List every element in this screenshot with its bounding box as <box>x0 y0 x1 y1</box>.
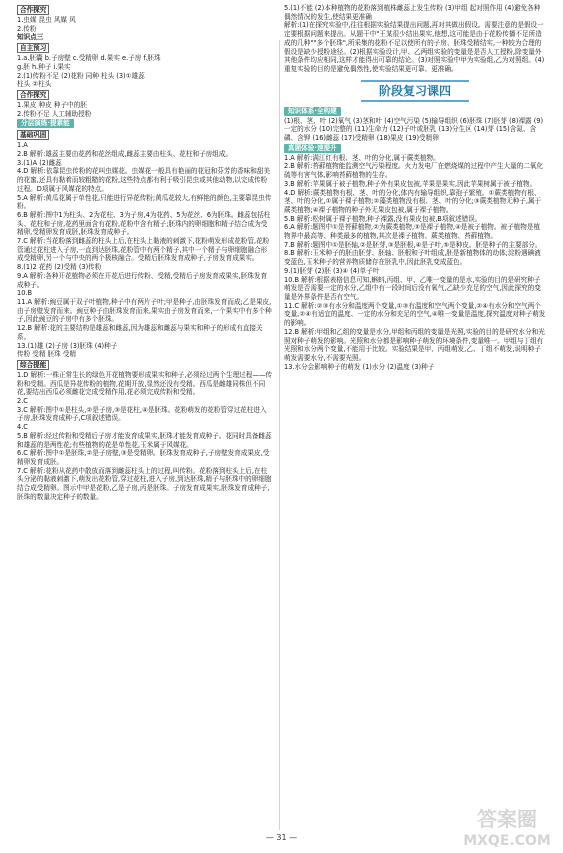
watermark-line1: 答案圈 <box>477 807 537 831</box>
subsection-heading: 合作探究 <box>17 90 49 100</box>
answer-paragraph: 7.C 解析:花粉从花药中散放而落到雌蕊柱头上的过程,叫传粉。花粉落到柱头上后,在柱头分泌的黏液刺激下,萌发出花粉管,穿过花柱,进入子房,到达胚珠,精子与胚珠中的卵细胞结合成受精卵。图示中甲是花粉,乙是子房,丙是胚珠。子房发育成果实,胚珠发育成种子,胚珠的数量决定种子的数量。 <box>17 466 272 501</box>
answer-paragraph: 9.A 解析:各种开花植物必须在开花后进行传粉、受精,受精后子房发育成果实,胚珠发育成种子。 <box>17 271 268 289</box>
answer-paragraph: 6.A 解析:题图中①是苔藓植物,②为蕨类植物,③是裸子植物,④是被子植物。被子植物是植物界中最高等、种类最多的植物,其次是裸子植物、蕨类植物、苔藓植物。 <box>284 223 541 241</box>
subsection-heading: 基础巩固 <box>17 130 49 140</box>
answer-paragraph: 11.C 解析:②③有水分和温度两个变量,①③有温度和空气两个变量,②④有水分和空气两个变量,②④有适宜的温度、一定的水分和充足的空气,④唯一变量是温度,探究温度对种子萌发的影响。 <box>284 301 546 328</box>
chapter-title: 阶段复习课四 <box>361 80 469 102</box>
answer-line: g.胚 h.种子 i.果实 <box>17 62 71 71</box>
section-tag: 知识体系·全构建 <box>284 107 341 116</box>
answer-paragraph: 1.D 解析:一株正常生长的绿色开花植物要形成果实和种子,必须经过两个生理过程——传粉和受精。西瓜是异花传粉的植物,花期开放,显然还没有受精。西瓜是雌雄同株但不同花,要结出西瓜必须雌花完成受精作用,花必须完成传粉和受精。 <box>17 370 273 397</box>
answer-paragraph: (1)根、茎、叶 (2)氧气 (3)茎和叶 (4)空气污染 (5)输导组织 (6)胚珠 (7)胚芽 (8)裸露 (9)一定的水分 (10)完整的 (11)生命力 (12)子叶或胚乳 (13)分生区 (14)芽 (15)含氮、含磷、含钾 (16)雌蕊 (17)受精卵 (18)果皮 (19)受精卵 <box>284 116 544 143</box>
answer-line: 1.a.胚囊 b.子房壁 c.受精卵 d.果实 e.子房 f.胚珠 <box>17 54 161 63</box>
answer-paragraph: 5.B 解析:经过传粉和受精后子房才能发育成果实,胚珠才能发育成种子。花同时具备雌蕊和雄蕊的是两性花;有些植物的花是单性花,玉米属于风媒花。 <box>17 431 272 449</box>
chapter-title-row <box>284 80 546 102</box>
answer-paragraph: 12.B 解析:花的主要结构是雄蕊和雌蕊,因为雄蕊和雌蕊与果实和种子的形成有直接关系。 <box>17 324 263 341</box>
section-tag-row <box>17 118 273 129</box>
answer-line: 8.(1)2 花药 (2)受精 (3)传粉 <box>17 263 102 272</box>
page-number: — 31 — <box>265 833 298 842</box>
column-divider <box>279 40 280 830</box>
section-tag-row <box>284 106 546 117</box>
subsection-heading-row <box>17 359 273 371</box>
answer-paragraph: 5.(1)不能 (2)本种植物的花粉落到植株雌蕊上发生传粉 (3)甲组 起对照作用 (4)避免各种偶然情况的发生,使结果更准确 <box>284 4 541 21</box>
answer-line: 传粉 受精 胚珠 受精 <box>17 350 77 359</box>
answer-paragraph: 4.D 解析:依靠昆虫传粉的花叫虫媒花。虫媒花一般具有艳丽的花冠和芬芳的香味和甜美的花蜜,还具有黏着而较粗糙的花粉,这些特点都有利于吸引昆虫或其他动物,以完成传粉过程。D项属于风媒花的特点。 <box>17 167 271 193</box>
answer-paragraph: 10.B 解析:根据表格信息可知,蝌蚪,丙组、甲、乙唯一变量的是水,实验的目的是研究种子萌发是否需要一定的水分,乙组中有一段时间后没有氧气,乙缺少充足的空气,因此探究的变量是外界条件是否有空气。 <box>284 275 541 301</box>
right-column <box>284 4 546 371</box>
answer-line: 2.传粉 <box>17 24 37 33</box>
watermark-line2: MXQE.COM <box>463 833 551 849</box>
subsection-heading-row <box>17 42 273 54</box>
answer-line: 13.水分会影响种子的萌发 (1)水分 (2)温度 (3)种子 <box>284 362 435 371</box>
subsection-heading-row <box>17 4 273 16</box>
answer-line: 1.果皮 种皮 种子中的胚 <box>17 100 87 109</box>
knowledge-point-heading: 知识点三 <box>17 33 44 42</box>
answer-line: 1.虫媒 昆虫 风媒 风 <box>17 16 76 24</box>
subsection-heading-row <box>17 129 273 141</box>
answer-line: 3.(1)A (2)雌蕊 <box>17 158 62 167</box>
answer-paragraph: 4.D 解析:蕨类植物有根、茎、叶的分化,体内有输导组织,靠孢子繁殖。①蕨类植物有根、茎、叶的分化,①属于裸子植物;②藻类植物没有根、茎、叶的分化;③蕨类植物无种子,属于蕨类植物;④裸子植物的种子外无果皮包被,属于裸子植物。 <box>284 188 542 214</box>
subsection-heading: 合作探究 <box>17 5 49 15</box>
answer-line: 柱头 ②柱头 <box>17 80 52 89</box>
answer-paragraph: 6.B 解析:图中1为柱头、2为花柱、3为子房,4为花药、5为花丝、6为胚珠。雌蕊包括柱头、花柱和子房,花药里面含有花粉,花粉中含有精子;胚珠内的卵细胞和精子结合成为受精卵,受精卵发育成胚,胚珠发育成种子。 <box>17 210 271 237</box>
answer-paragraph: 5.A 解析:黄瓜花属于单性花,只能进行异花传粉;黄瓜花较大,有鲜艳的颜色,主要靠昆虫传粉。 <box>17 193 272 211</box>
answer-paragraph: 7.C 解析:当花粉落到雌蕊的柱头上后,在柱头上黏液的刺激下,花粉萌发形成花粉管,花粉管通过花柱进入子房,一直到达胚珠,花粉管中有两个精子,其中一个精子与卵细胞融合形成受精卵,另一个与中央的两个极核融合。受精后胚珠发育成种子,子房发育成果实。 <box>17 237 270 263</box>
answer-paragraph: 6.C 解析:图中①是胚珠,②是子房壁,③是受精卵。胚珠发育成种子,子房壁发育成果皮,受精卵发育成胚。 <box>17 449 270 466</box>
answer-line: 9.(1)胚芽 (2)胚 (3)④ (4)单子叶 <box>284 266 380 275</box>
answer-paragraph: 3.C 解析:图中①是柱头,②是子房,③是花柱,④是胚珠。花粉萌发的花粉管穿过花柱进入子房,胚珠发育成种子,C项叙述错误。 <box>17 405 267 423</box>
answer-line: 2.传粉不足 人工辅助授粉 <box>17 109 92 118</box>
section-tag-row <box>284 143 546 154</box>
answer-line: 2.C <box>17 397 28 406</box>
answer-line: 13.(1)雄 (2)子房 (3)胚珠 (4)种子 <box>17 341 118 350</box>
left-column <box>17 4 273 501</box>
subsection-heading: 综合提能 <box>17 360 49 370</box>
answer-paragraph: 5.B 解析:松树属于裸子植物,种子裸露,没有果皮包被,B项叙述错误。 <box>284 214 482 223</box>
subsection-heading-row <box>17 89 273 101</box>
answer-paragraph: 12.B 解析:甲组和乙组的变量是水分,甲组和丙组的变量是光照,实验的目的是研究水分和光照对种子萌发的影响。光照和水分都是影响种子萌发的环境条件,变量唯一。甲组与丁组有光照和水分两个变量,不能用于比较。实验结果是甲、丙组萌发,乙、丁组不萌发,说明种子萌发需要水分,不需要光照。 <box>284 327 545 362</box>
answer-paragraph: 1.A 解析:满江红有根、茎、叶的分化,属于蕨类植物。 <box>284 153 440 162</box>
answer-paragraph: 解析:(1)在探究实验中,往往根据实验结果提出问题,再对其做出假设。需要注意的是假设一定要根据问题来提出。从题干中"王某很少结出果实,他想,这可能是由于花粉传播不足所造成的几种""多个胚珠",所采集的花粉不足以使所有的子房、胚珠受精结实,一种较为合理的假设是缺少授粉途径。(2)根据实验设计,甲、乙两组实验的变量是是否人工授粉,除变量外其他条件均应相同,这样才能得出可靠的结论。(3)对照实验中甲为实验组,乙为对照组。(4)重复实验的目的是避免偶然性,使实验结果更可靠、更准确。 <box>284 21 545 73</box>
subsection-heading: 自主预习 <box>17 43 49 53</box>
answer-line: 10.B <box>17 289 33 298</box>
answer-line: 4.C <box>17 423 28 432</box>
answer-paragraph: 11.A 解析:豌豆属于双子叶植物,种子中有两片子叶;甲是种子,由胚珠发育而成;乙是果皮,由子房壁发育而来。豌豆种子由胚珠发育而来,果实由子房发育而来,一个果实中有多个种子,因此豌豆的子房中有多个胚珠。 <box>17 297 272 324</box>
answer-paragraph: 2.B 解析:雄蕊主要由花药和花丝组成,雌蕊主要由柱头、花柱和子房组成。 <box>17 150 233 159</box>
answer-line: 1.A <box>17 141 28 150</box>
section-tag: 分层演练·提素能 <box>17 119 74 128</box>
section-tag: 真题体验·速提升 <box>284 144 341 153</box>
answer-line: 2.(1)传粉不足 (2)花粉 同种 柱头 (3)①雄蕊 <box>17 71 145 80</box>
answer-paragraph: 2.B 解析:苔藓植物能监测空气污染程度。火力发电厂在燃烧煤的过程中产生大量的二氧化硫等有害气体,影响苔藓植物的生存。 <box>284 162 544 180</box>
answer-paragraph: 8.B 解析:玉米种子的胚由胚芽、胚轴、胚根和子叶组成,胚是新植物体的幼体;淀粉遇碘液变蓝色,玉米种子的营养物质储存在胚乳中,因此胚乳变成蓝色。 <box>284 249 541 267</box>
answer-paragraph: 7.B 解析:题图中①是胚轴,②是胚芽,③是胚根,④是子叶,⑤是种皮。胚是种子的主要部分。 <box>284 240 542 249</box>
answer-paragraph: 3.B 解析:苹果属于被子植物,种子外有果皮包被,苹果是果实,因此苹果树属于被子植物。 <box>284 179 537 188</box>
